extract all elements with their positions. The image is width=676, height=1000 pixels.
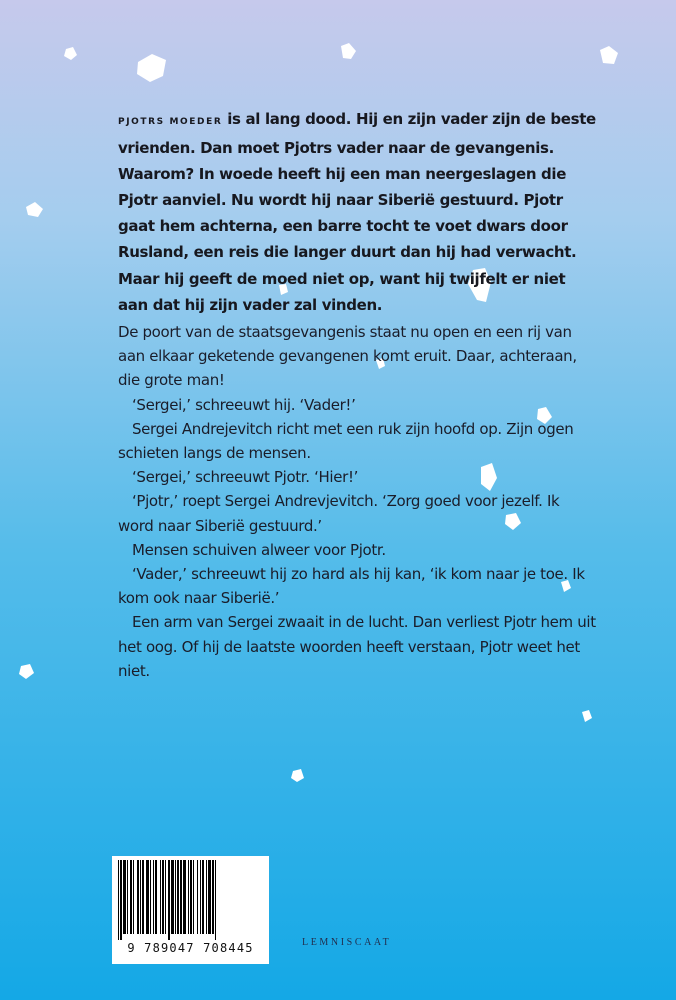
- isbn-number: 9 789047 708445: [127, 941, 254, 955]
- barcode-bar: [200, 860, 201, 934]
- barcode-bar: [212, 860, 214, 934]
- blurb-lead: PJOTRS MOEDER: [118, 117, 223, 127]
- snowflake-icon: [291, 769, 304, 782]
- barcode-bar: [162, 860, 164, 934]
- barcode-bar: [127, 860, 128, 934]
- snowflake-icon: [341, 43, 356, 59]
- barcode-bar: [208, 860, 211, 934]
- barcode-bar: [155, 860, 157, 934]
- excerpt-paragraph: ‘Sergei,’ schreeuwt hij. ‘Vader!’: [132, 395, 356, 414]
- barcode-bar: [146, 860, 149, 934]
- barcode-bar: [150, 860, 151, 934]
- barcode-bar: [206, 860, 207, 934]
- barcode-bar: [133, 860, 134, 934]
- barcode-bar: [137, 860, 139, 934]
- barcode-bar: [177, 860, 179, 934]
- blurb-paragraph: [118, 106, 598, 318]
- barcode-bar: [140, 860, 141, 934]
- excerpt-paragraph: ‘Sergei,’ schreeuwt Pjotr. ‘Hier!’: [132, 468, 359, 487]
- excerpt-paragraph: ‘Pjotr,’ roept Sergei Andrevjevitch. ‘Zorg goed voor jezelf. Ik word naar Siberië gestuurd.’: [118, 492, 560, 535]
- barcode-bar: [197, 860, 198, 934]
- barcode-bar: [190, 860, 192, 934]
- barcode-bar: [180, 860, 182, 934]
- barcode-bar: [175, 860, 176, 934]
- barcode-bar: [142, 860, 144, 934]
- barcode-bar: [168, 860, 170, 940]
- publisher-name: LEMNISCAAT: [302, 937, 392, 948]
- barcode-bar: [153, 860, 154, 934]
- snowflake-icon: [137, 54, 166, 82]
- snowflake-icon: [582, 710, 592, 722]
- excerpt-paragraph: Sergei Andrejevitch richt met een ruk zijn hoofd op. Zijn ogen schieten langs de mensen.: [118, 419, 574, 463]
- snowflake-icon: [19, 664, 34, 679]
- barcode-bar: [215, 860, 216, 940]
- barcode-bar: [165, 860, 166, 934]
- barcode-bar: [120, 860, 122, 940]
- barcode-bar: [160, 860, 161, 934]
- snowflake-icon: [600, 46, 618, 64]
- barcode: [112, 856, 269, 964]
- barcode-bar: [123, 860, 126, 934]
- barcode-bar: [183, 860, 186, 934]
- excerpt-paragraph: Mensen schuiven alweer voor Pjotr.: [132, 540, 386, 559]
- snowflake-icon: [26, 202, 43, 217]
- barcode-bars: [112, 856, 269, 940]
- barcode-bar: [171, 860, 174, 934]
- snowflake-icon: [64, 47, 77, 60]
- barcode-bar: [130, 860, 132, 934]
- blurb-text: is al lang dood. Hij en zijn vader zijn de beste vrienden. Dan moet Pjotrs vader naar de gevangenis. Waarom? In woede heeft hij een man neergeslagen die Pjotr aanviel. Nu wordt hij naar Siberië gestuurd. Pjotr gaat hem achterna, een barre tocht te voet dwars door Rusland, een reis die langer duurt dan hij had verwacht. Maar hij geeft de moed niet op, want hij twijfelt er niet aan dat hij zijn vader zal vinden.: [118, 110, 596, 314]
- barcode-bar: [118, 860, 119, 940]
- barcode-bar: [188, 860, 189, 934]
- barcode-bar: [193, 860, 194, 934]
- barcode-bar: [202, 860, 204, 934]
- excerpt: [118, 320, 598, 683]
- excerpt-paragraph: Een arm van Sergei zwaait in de lucht. Dan verliest Pjotr hem uit het oog. Of hij de laatste woorden heeft verstaan, Pjotr weet het niet.: [118, 613, 596, 680]
- excerpt-paragraph: De poort van de staatsgevangenis staat nu open en een rij van aan elkaar geketende gevangenen komt eruit. Daar, achteraan, die grote man!: [118, 323, 577, 390]
- excerpt-paragraph: ‘Vader,’ schreeuwt hij zo hard als hij kan, ‘ik kom naar je toe. Ik kom ook naar Siberië.’: [118, 565, 585, 608]
